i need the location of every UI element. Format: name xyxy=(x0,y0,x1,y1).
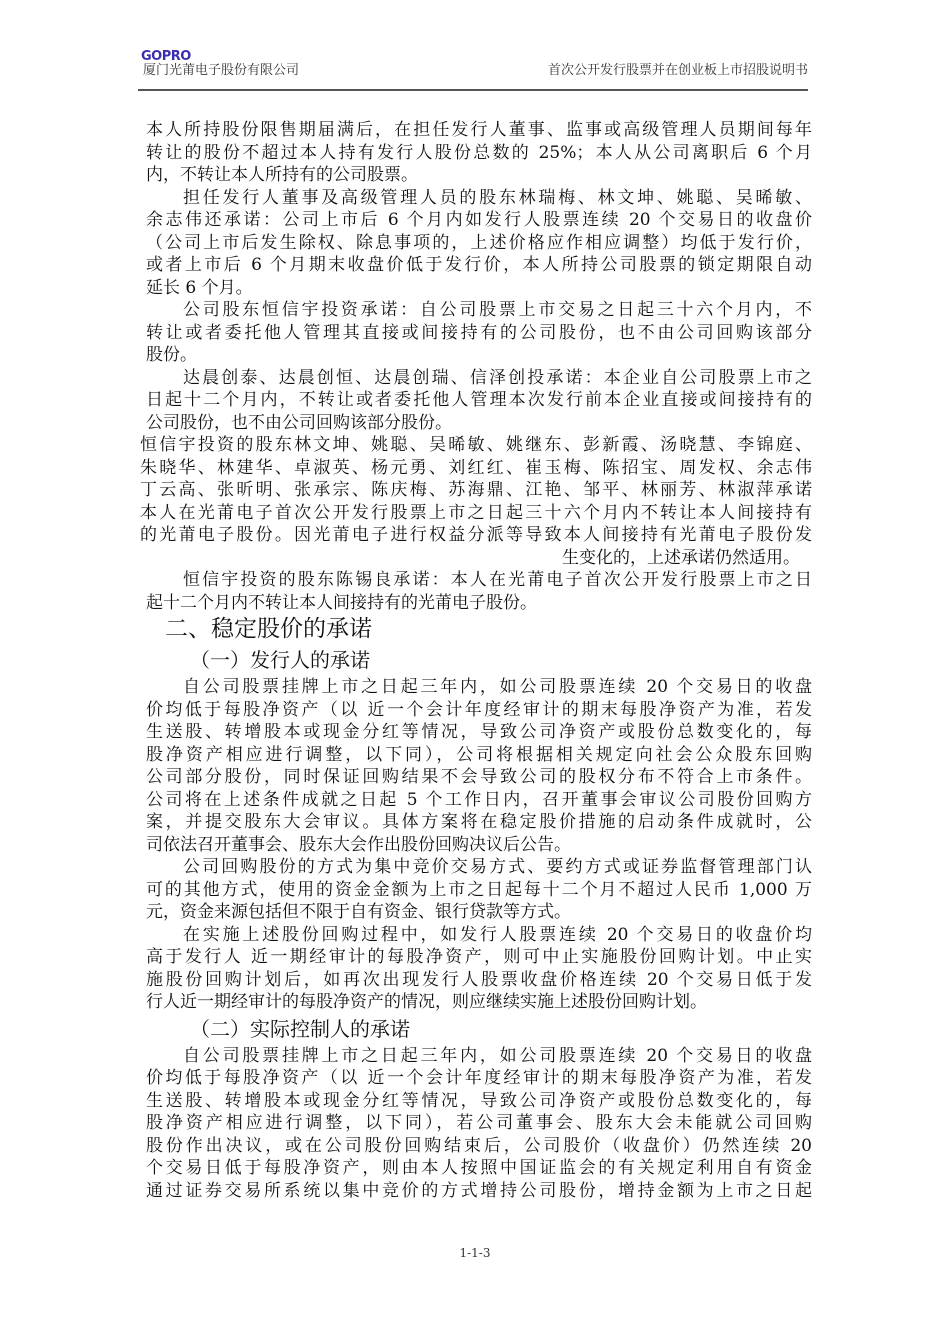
text-line: 的光莆电子股份。因光莆电子进行权益分派等导致本人间接持有光莆电子股份发 xyxy=(140,525,812,545)
text-line: 生送股、转增股本或现金分红等情况，导致公司净资产或股份总数变化的，每 xyxy=(146,1090,812,1111)
paragraph xyxy=(146,569,812,614)
subsection-heading: （一）发行人的承诺 xyxy=(190,648,370,672)
text-line: 本人在光莆电子首次公开发行股票上市之日起三十六个月内不转让本人间接持有 xyxy=(140,502,812,523)
text-line: 达晨创泰、达晨创恒、达晨创瑞、信泽创投承诺：本企业自公司股票上市之 xyxy=(183,367,812,388)
text-line: 价均低于每股净资产（以 近一个会计年度经审计的期末每股净资产为准，若发 xyxy=(146,699,812,720)
paragraph xyxy=(146,119,812,187)
header-document-title: 首次公开发行股票并在创业板上市招股说明书 xyxy=(547,63,808,78)
text-line: 起十二个月内不转让本人间接持有的光莆电子股份。 xyxy=(146,592,537,613)
document-body xyxy=(140,119,812,1202)
text-line: 在实施上述股份回购过程中，如发行人股票连续 20 个交易日的收盘价均 xyxy=(183,924,812,945)
text-line: 日起十二个月内，不转让或者委托他人管理本次发行前本企业直接或间接持有的 xyxy=(146,390,812,410)
paragraph xyxy=(146,1045,812,1203)
text-line: 施股份回购计划后，如再次出现发行人股票收盘价格连续 20 个交易日低于发 xyxy=(146,969,812,990)
header-company-name: 厦门光莆电子股份有限公司 xyxy=(143,63,300,78)
text-line: 本人所持股份限售期届满后，在担任发行人董事、监事或高级管理人员期间每年 xyxy=(146,120,812,140)
text-line: 行人近一期经审计的每股净资产的情况，则应继续实施上述股份回购计划。 xyxy=(146,992,707,1012)
paragraph xyxy=(140,434,812,569)
text-line: 或者上市后 6 个月期末收盘价低于发行价，本人所持公司股票的锁定期限自动 xyxy=(146,255,812,275)
text-line: 股净资产相应进行调整，以下同），若公司董事会、股东大会未能就公司回购 xyxy=(146,1113,812,1133)
text-line: 生变化的，上述承诺仍然适用。 xyxy=(562,547,800,568)
text-line: 恒信宇投资的股东林文坤、姚聪、吴晞敏、姚继东、彭新霞、汤晓慧、李锦庭、 xyxy=(140,435,812,455)
text-line: （公司上市后发生除权、除息事项的，上述价格应作相应调整）均低于发行价， xyxy=(146,232,812,253)
text-line: 内，不转让本人所持有的公司股票。 xyxy=(146,165,418,185)
text-line: 高于发行人 近一期经审计的每股净资产，则可中止实施股份回购计划。中止实 xyxy=(146,947,812,967)
text-line: 股净资产相应进行调整，以下同），公司将根据相关规定向社会公众股东回购 xyxy=(146,744,812,765)
text-line: 股份作出决议，或在公司股份回购结束后，公司股价（收盘价）仍然连续 20 xyxy=(146,1135,812,1156)
text-line: 担任发行人董事及高级管理人员的股东林瑞梅、林文坤、姚聪、吴晞敏、 xyxy=(183,187,812,208)
text-line: 恒信宇投资的股东陈锡良承诺：本人在光莆电子首次公开发行股票上市之日 xyxy=(183,570,812,590)
text-line: 转让或者委托他人管理其直接或间接持有的公司股份，也不由公司回购该部分 xyxy=(146,322,812,343)
text-line: 生送股、转增股本或现金分红等情况，导致公司净资产或股份总数变化的，每 xyxy=(146,722,812,742)
company-logo: GOPRO xyxy=(141,49,191,64)
text-line: 元，资金来源包括但不限于自有资金、银行贷款等方式。 xyxy=(146,902,571,922)
text-line: 公司股东恒信宇投资承诺：自公司股票上市交易之日起三十六个月内，不 xyxy=(183,300,812,320)
section-heading: 二、稳定股价的承诺 xyxy=(165,616,372,642)
text-line: 丁云高、张昕明、张承宗、陈庆梅、苏海鼎、江艳、邹平、林丽芳、林淑萍承诺 xyxy=(140,480,812,500)
text-line: 司依法召开董事会、股东大会作出股份回购决议后公告。 xyxy=(146,834,571,855)
text-line: 公司股份，也不由公司回购该部分股份。 xyxy=(146,412,452,433)
text-line: 案，并提交股东大会审议。具体方案将在稳定股价措施的启动条件成就时，公 xyxy=(146,812,812,832)
text-line: 转让的股份不超过本人持有发行人股份总数的 25%；本人从公司离职后 6 个月 xyxy=(146,142,812,163)
text-line: 自公司股票挂牌上市之日起三年内，如公司股票连续 20 个交易日的收盘 xyxy=(183,1045,812,1066)
text-line: 股份。 xyxy=(146,345,197,365)
text-line: 个交易日低于每股净资产，则由本人按照中国证监会的有关规定利用自有资金 xyxy=(146,1158,812,1178)
paragraph xyxy=(146,924,812,1014)
text-line: 公司回购股份的方式为集中竞价交易方式、要约方式或证券监督管理部门认 xyxy=(183,857,812,877)
paragraph xyxy=(146,856,812,924)
text-line: 公司将在上述条件成就之日起 5 个工作日内，召开董事会审议公司股份回购方 xyxy=(146,789,812,810)
text-line: 延长 6 个月。 xyxy=(146,277,253,298)
text-line: 朱晓华、林建华、卓淑英、杨元勇、刘红红、崔玉梅、陈招宝、周发权、余志伟 xyxy=(140,457,812,478)
text-line: 公司部分股份，同时保证回购结果不会导致公司的股权分布不符合上市条件。 xyxy=(146,767,812,787)
paragraph xyxy=(146,299,812,367)
paragraph xyxy=(146,187,812,300)
paragraph xyxy=(146,676,812,856)
paragraph xyxy=(146,367,812,435)
text-line: 可的其他方式，使用的资金金额为上市之日起每十二个月不超过人民币 1,000 万 xyxy=(146,879,812,900)
text-line: 自公司股票挂牌上市之日起三年内，如公司股票连续 20 个交易日的收盘 xyxy=(183,677,812,697)
text-line: 价均低于每股净资产（以 近一个会计年度经审计的期末每股净资产为准，若发 xyxy=(146,1068,812,1088)
text-line: 余志伟还承诺：公司上市后 6 个月内如发行人股票连续 20 个交易日的收盘价 xyxy=(146,210,812,230)
text-line: 通过证券交易所系统以集中竞价的方式增持公司股份，增持金额为上市之日起 xyxy=(146,1180,812,1201)
page-number: 1-1-3 xyxy=(459,1246,491,1260)
header-divider xyxy=(138,89,808,91)
subsection-heading: （二）实际控制人的承诺 xyxy=(190,1016,410,1041)
